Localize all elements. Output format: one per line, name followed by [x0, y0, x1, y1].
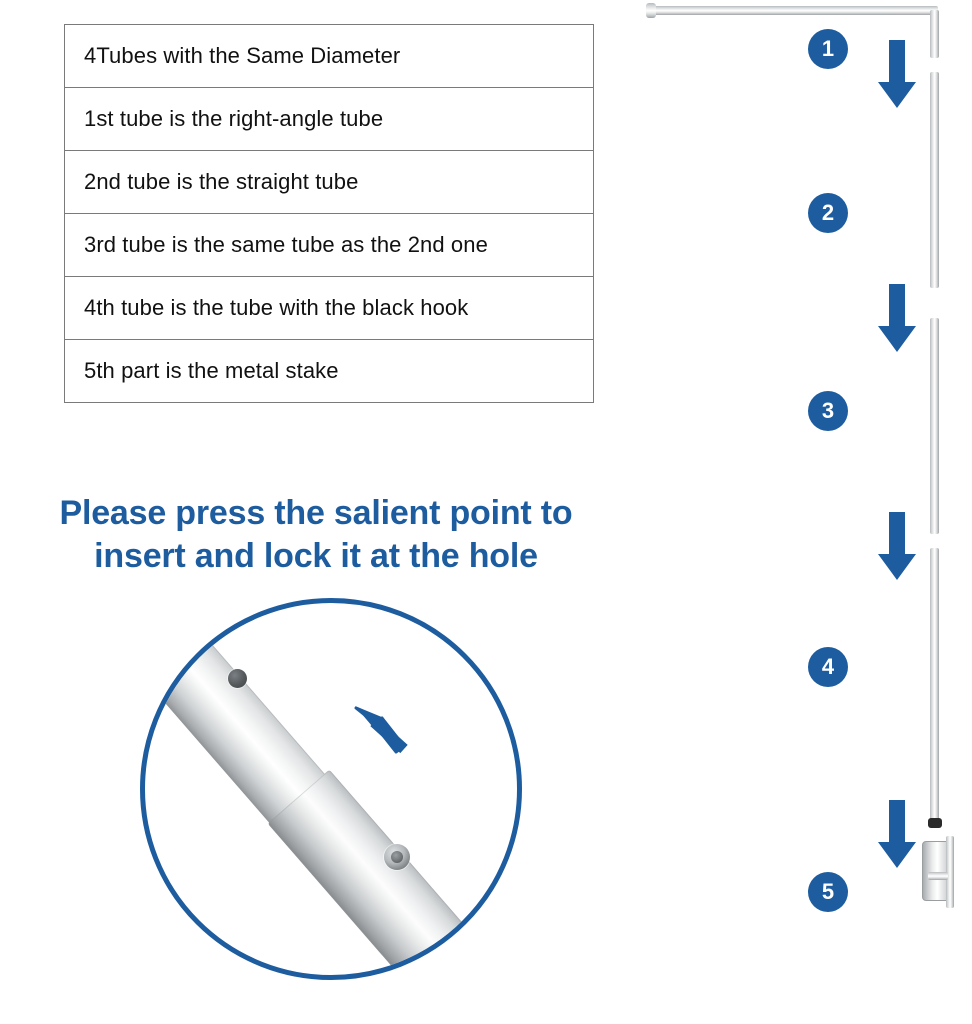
table-row	[65, 340, 593, 403]
down-arrow-icon	[878, 40, 916, 110]
right-angle-tube-horizontal	[650, 6, 938, 15]
metal-stake-crossbar	[928, 872, 948, 880]
spec-row-text: 4th tube is the tube with the black hook	[84, 295, 469, 320]
tube-hole	[228, 669, 247, 688]
step-badge-4	[808, 647, 848, 687]
step-badge-2	[808, 193, 848, 233]
spec-row-text: 3rd tube is the same tube as the 2nd one	[84, 232, 488, 257]
salient-point-pin	[384, 844, 410, 870]
table-row	[65, 25, 593, 88]
right-angle-tube-vertical	[930, 10, 939, 58]
step-number: 4	[821, 654, 835, 679]
step-badge-3	[808, 391, 848, 431]
black-hook	[928, 818, 942, 828]
table-row	[65, 88, 593, 151]
spec-row-text: 2nd tube is the straight tube	[84, 169, 359, 194]
step-number: 3	[821, 398, 835, 423]
down-arrow-icon	[878, 512, 916, 582]
step-number: 1	[821, 36, 835, 61]
detail-illustration	[145, 603, 517, 975]
step-number: 5	[821, 879, 835, 904]
tube-joint-gap	[412, 757, 489, 827]
step-number: 2	[821, 200, 835, 225]
step-badge-5	[808, 872, 848, 912]
lower-tube-segment	[267, 770, 499, 980]
headline-line-1: Please press the salient point to	[59, 494, 573, 532]
step-badge-1	[808, 29, 848, 69]
spec-row-text: 4Tubes with the Same Diameter	[84, 43, 401, 68]
spec-row-text: 1st tube is the right-angle tube	[84, 106, 384, 131]
down-arrow-icon	[878, 800, 916, 870]
instruction-headline	[10, 492, 622, 578]
table-row	[65, 277, 593, 340]
table-row	[65, 151, 593, 214]
table-row	[65, 214, 593, 277]
right-angle-tube-end-cap	[646, 3, 656, 18]
straight-tube-2	[930, 318, 939, 534]
detail-closeup-circle	[140, 598, 522, 980]
spec-row-text: 5th part is the metal stake	[84, 358, 339, 383]
straight-tube-1	[930, 72, 939, 288]
hook-tube	[930, 548, 939, 820]
down-arrow-icon	[878, 284, 916, 354]
spec-table	[64, 24, 594, 403]
assembly-sequence	[640, 0, 972, 1024]
up-left-arrow-icon	[352, 702, 414, 760]
headline-line-2: insert and lock it at the hole	[94, 537, 538, 575]
